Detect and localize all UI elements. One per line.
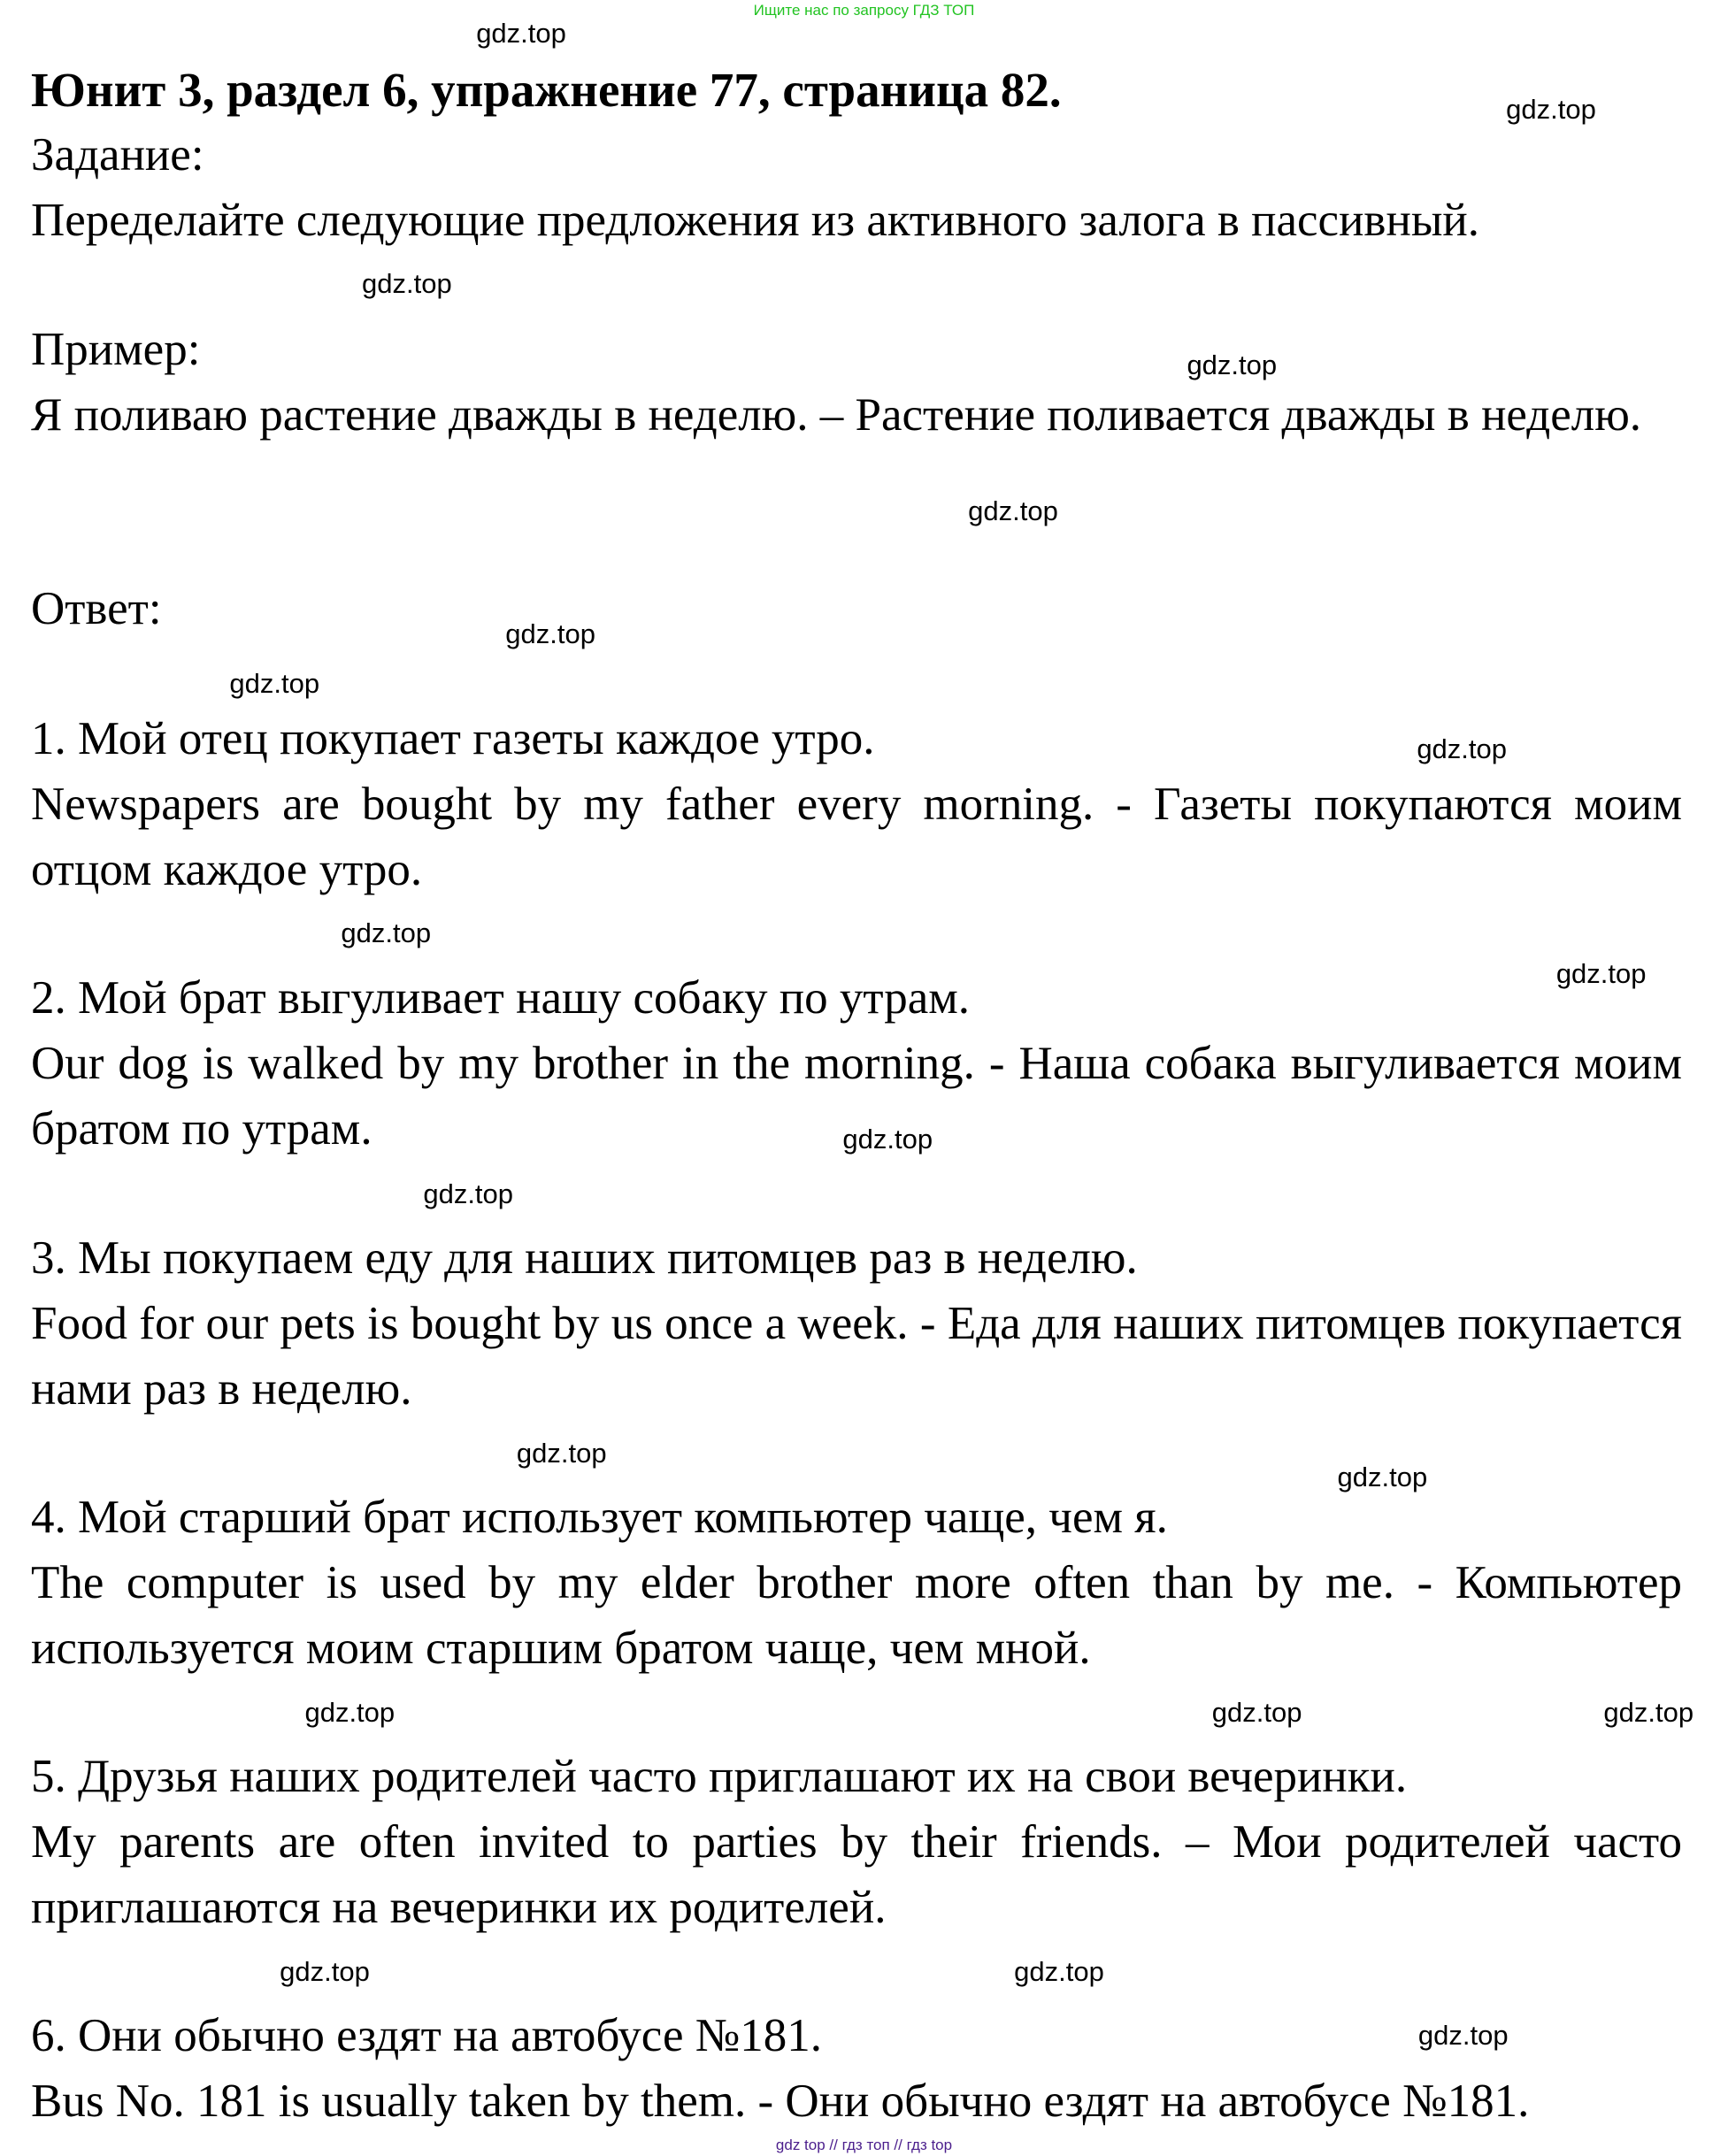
watermark: gdz.top <box>1506 94 1596 126</box>
example-text: Я поливаю растение дважды в неделю. – Растение поливается дважды в неделю. <box>31 389 1642 441</box>
watermark: gdz.top <box>1187 349 1278 380</box>
answer: Our dog is walked by my brother in the morning. - Наша собака выгуливается моим братом по утрам. <box>31 1038 1682 1155</box>
answer-item-5 <box>31 1744 1682 1940</box>
watermark: gdz.top <box>1211 1696 1302 1728</box>
watermark: gdz.top <box>1603 1696 1694 1728</box>
question: 2. Мой брат выгуливает нашу собаку по утрам. <box>31 972 971 1024</box>
watermark: gdz.top <box>476 17 566 49</box>
watermark: gdz.top <box>968 495 1058 527</box>
task-text: Переделайте следующие предложения из активного залога в пассивный. <box>31 195 1480 246</box>
watermark: gdz.top <box>516 1437 607 1469</box>
task-label: Задание: <box>31 129 204 180</box>
watermark: gdz.top <box>304 1696 396 1728</box>
watermark: gdz.top <box>1555 957 1647 989</box>
page-title: Юнит 3, раздел 6, упражнение 77, страница 82. <box>31 63 1062 117</box>
watermark: gdz.top <box>505 618 595 649</box>
question: 4. Мой старший брат использует компьютер чаще, чем я. <box>31 1492 1168 1543</box>
watermark: gdz.top <box>362 268 452 300</box>
bottom-banner: gdz top // гдз топ // гдз top <box>775 2137 953 2153</box>
watermark: gdz.top <box>1014 1955 1104 1987</box>
answer: Food for our pets is bought by us once a week. - Еда для наших питомцев покупается нами раз в неделю. <box>31 1298 1682 1415</box>
watermark: gdz.top <box>1417 733 1508 765</box>
watermark: gdz.top <box>280 1955 370 1987</box>
answer: Bus No. 181 is usually taken by them. - Они обычно ездят на автобусе №181. <box>31 2075 1530 2127</box>
watermark: gdz.top <box>341 917 432 949</box>
answer-label: Ответ: <box>31 583 162 634</box>
question: 1. Мой отец покупает газеты каждое утро. <box>31 713 875 764</box>
answer-item-3 <box>31 1225 1682 1422</box>
example-label: Пример: <box>31 324 201 375</box>
watermark: gdz.top <box>229 668 320 700</box>
question: 6. Они обычно ездят на автобусе №181. <box>31 2010 823 2061</box>
watermark: gdz.top <box>842 1124 933 1155</box>
answer: My parents are often invited to parties by their friends. – Мои родителей часто приглашаются на вечеринки их родителей. <box>31 1816 1682 1933</box>
answer: The computer is used by my elder brother more often than by me. - Компьютер используется моим старшим братом чаще, чем мной. <box>31 1557 1682 1674</box>
answer: Newspapers are bought by my father every morning. - Газеты покупаются моим отцом каждое утро. <box>31 779 1682 895</box>
question: 3. Мы покупаем еду для наших питомцев раз в неделю. <box>31 1232 1138 1284</box>
watermark: gdz.top <box>423 1178 514 1209</box>
answer-item-4 <box>31 1485 1682 1681</box>
top-banner: Ищите нас по запросу ГДЗ ТОП <box>753 2 975 19</box>
watermark: gdz.top <box>1417 2020 1509 2052</box>
watermark: gdz.top <box>1337 1461 1428 1492</box>
question: 5. Друзья наших родителей часто приглашают их на свои вечеринки. <box>31 1751 1408 1802</box>
